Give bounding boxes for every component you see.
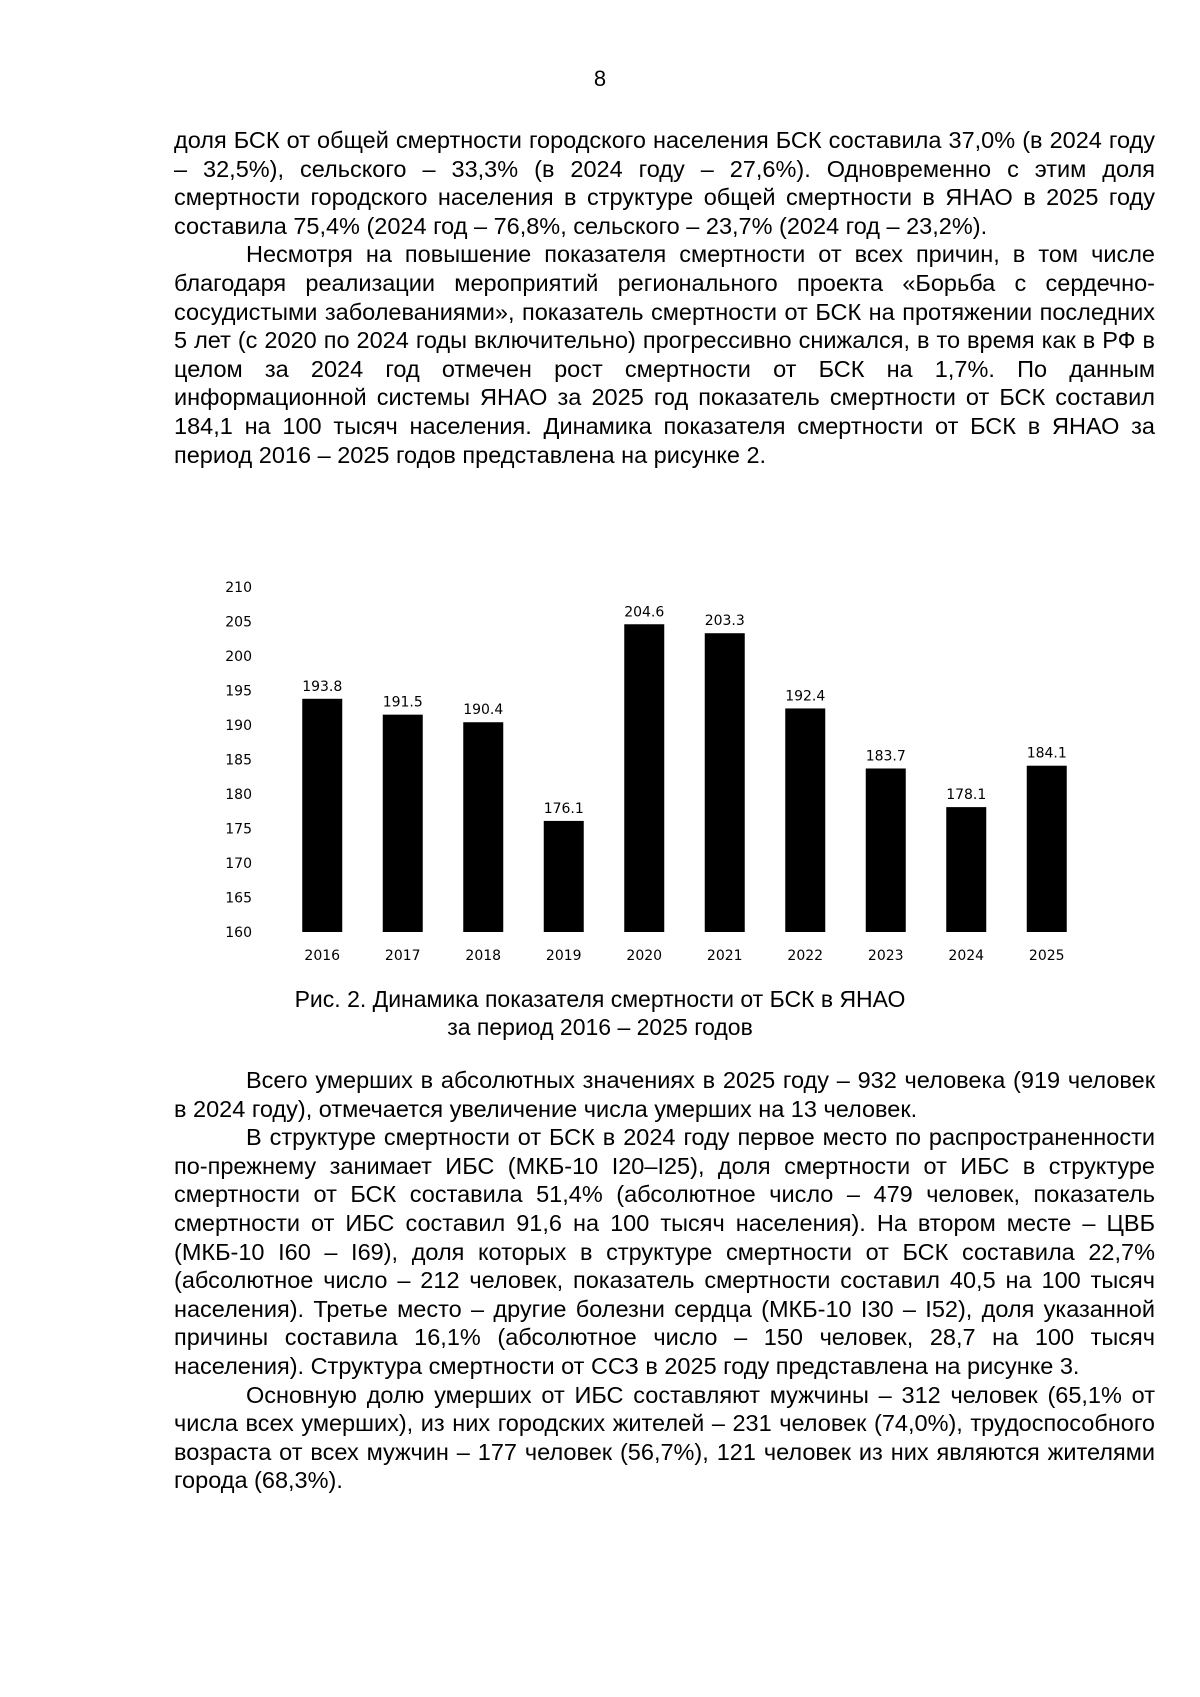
x-tick-label: 2022	[787, 948, 824, 964]
x-tick-label: 2021	[706, 948, 743, 964]
x-tick-label: 2018	[465, 948, 502, 964]
y-tick-label: 205	[225, 614, 252, 631]
y-axis	[225, 580, 252, 941]
page-number: 8	[593, 66, 607, 91]
y-tick-label: 185	[225, 752, 252, 769]
bar-value-label: 192.4	[785, 688, 826, 705]
figure-caption	[0, 985, 1200, 1041]
y-tick-label: 160	[225, 925, 252, 941]
x-tick-label: 2020	[626, 948, 663, 964]
x-tick-label: 2017	[384, 948, 421, 964]
y-tick-label: 200	[225, 649, 252, 665]
x-tick-label: 2024	[948, 948, 985, 964]
x-axis	[304, 948, 1064, 964]
x-tick-label: 2023	[867, 948, 904, 964]
bar-value-label: 191.5	[382, 694, 423, 711]
paragraph: Всего умерших в абсолютных значениях в 2025 году – 932 человека (919 человек в 2024 году), отмечается увеличение числа умерших на 13 человек.	[174, 1067, 1155, 1122]
bar	[1027, 766, 1067, 932]
paragraph: В структуре смертности от БСК в 2024 году первое место по распространенности по-прежнему занимает ИБС (МКБ-10 I20–I25), доля смертности от ИБС в структуре смертности от БСК составила 51,4% (абсолютное число – 479 человек, показатель смертности от ИБС составил 91,6 на 100 тысяч населения). На втором месте – ЦВБ (МКБ-10 I60 – I69), доля которых в структуре смертности от БСК составила 22,7% (абсолютное число – 212 человек, показатель смертности составил 40,5 на 100 тысяч населения). Третье место – другие болезни сердца (МКБ-10 I30 – I52), доля указанной причины составила 16,1% (абсолютное число – 150 человек, 28,7 на 100 тысяч населения). Структура смертности от ССЗ в 2025 году представлена на рисунке 3.	[174, 1124, 1155, 1379]
bars	[302, 624, 1067, 932]
bar-value-label: 204.6	[624, 604, 665, 621]
bar	[624, 624, 664, 932]
bar	[866, 768, 906, 932]
bar-value-label: 176.1	[543, 800, 584, 817]
bar-value-label: 193.8	[302, 678, 343, 695]
paragraph: доля БСК от общей смертности городского населения БСК составила 37,0% (в 2024 году – 32,5%), сельского – 33,3% (в 2024 году – 27,6%). Одновременно с этим доля смертности городского населения в структуре общей смертности в ЯНАО в 2025 году составила 75,4% (2024 год – 76,8%, сельского – 23,7% (2024 год – 23,2%).	[174, 127, 1155, 239]
text-block-top	[174, 126, 1155, 469]
y-tick-label: 180	[225, 787, 252, 803]
x-tick-label: 2019	[545, 948, 582, 964]
bar	[302, 699, 342, 932]
text-block-bottom	[174, 1066, 1155, 1495]
bar-value-label: 203.3	[704, 613, 745, 630]
bar	[705, 633, 745, 932]
paragraph: Несмотря на повышение показателя смертности от всех причин, в том числе благодаря реализации мероприятий регионального проекта «Борьба с сердечно-сосудистыми заболеваниями», показатель смертности от БСК на протяжении последних 5 лет (с 2020 по 2024 годы включительно) прогрессивно снижался, в то время как в РФ в целом за 2024 год отмечен рост смертности от БСК на 1,7%. По данным информационной системы ЯНАО за 2025 год показатель смертности от БСК составил 184,1 на 100 тысяч населения. Динамика показателя смертности от БСК в ЯНАО за период 2016 – 2025 годов представлена на рисунке 2.	[174, 241, 1155, 468]
bar-value-label: 190.4	[463, 702, 504, 719]
bar	[946, 807, 986, 932]
caption-line: за период 2016 – 2025 годов	[447, 1014, 753, 1040]
bar	[383, 715, 423, 932]
x-tick-label: 2016	[304, 948, 341, 964]
bar	[463, 722, 503, 932]
bar-chart	[190, 570, 1070, 970]
bar-value-label: 184.1	[1026, 745, 1067, 762]
y-tick-label: 195	[225, 683, 252, 700]
y-tick-label: 190	[225, 718, 252, 734]
y-tick-label: 165	[225, 890, 252, 907]
paragraph: Основную долю умерших от ИБС составляют мужчины – 312 человек (65,1% от числа всех умерших), из них городских жителей – 231 человек (74,0%), трудоспособного возраста от всех мужчин – 177 человек (56,7%), 121 человек из них являются жителями города (68,3%).	[174, 1381, 1155, 1494]
bar-value-label: 178.1	[946, 787, 987, 804]
bar	[785, 708, 825, 932]
bar	[544, 821, 584, 932]
x-tick-label: 2025	[1028, 948, 1065, 964]
y-tick-label: 175	[225, 821, 252, 838]
y-tick-label: 210	[225, 580, 252, 596]
bar-value-label: 183.7	[865, 748, 906, 765]
y-tick-label: 170	[225, 856, 252, 872]
caption-line: Рис. 2. Динамика показателя смертности от БСК в ЯНАО	[294, 986, 906, 1012]
